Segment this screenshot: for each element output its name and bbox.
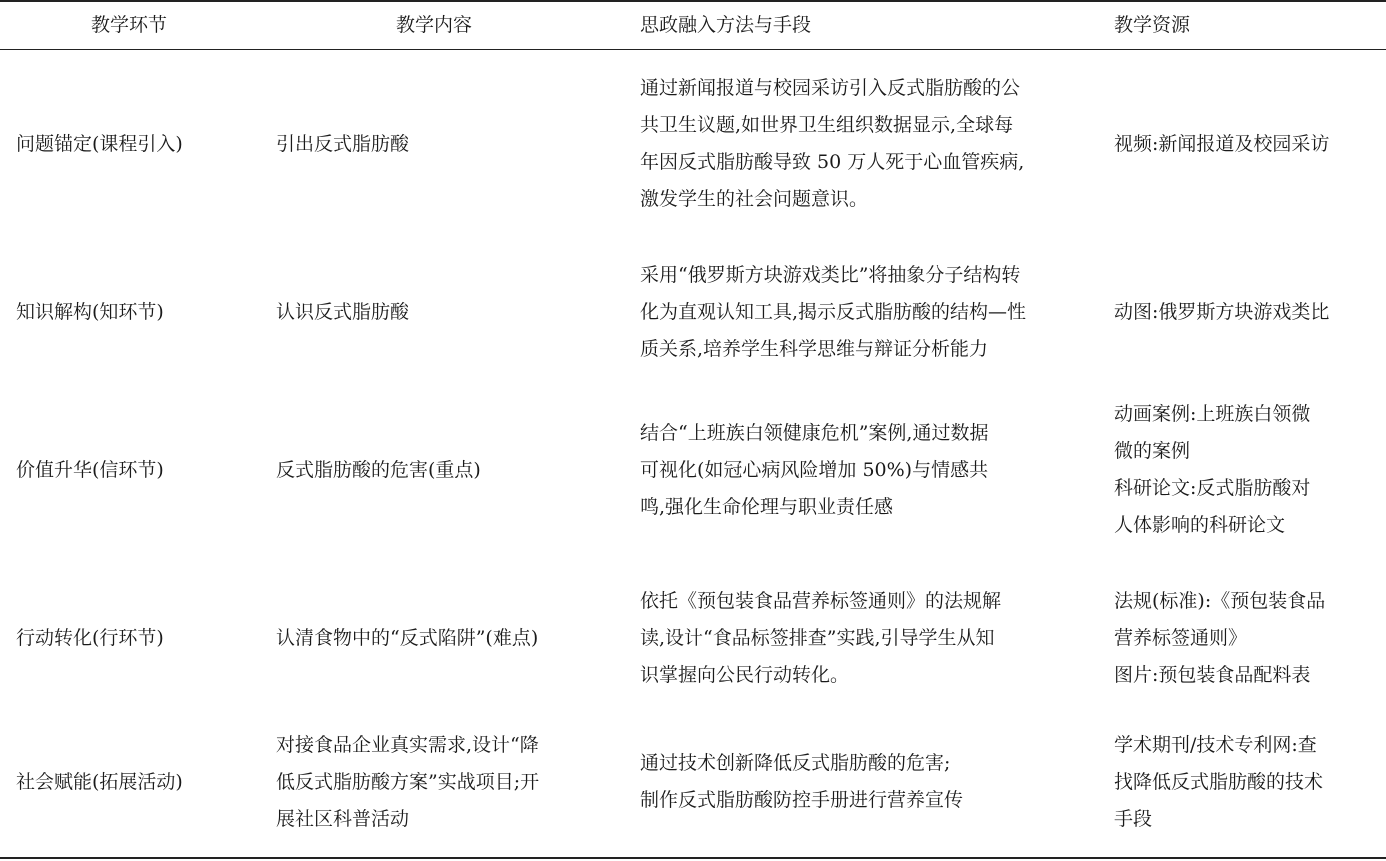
cell-teaching-content	[276, 386, 626, 554]
table-row	[0, 238, 1386, 386]
table-row	[0, 386, 1386, 554]
cell-teaching-resources	[1114, 58, 1380, 230]
cell-teaching-content	[276, 238, 626, 386]
cell-line: 通过技术创新降低反式脂肪酸的危害;	[640, 752, 951, 774]
cell-teaching-resources-text	[1114, 396, 1380, 544]
cell-teaching-resources	[1114, 386, 1380, 554]
cell-teaching-content-text	[276, 727, 626, 838]
cell-ideological-method-text	[640, 257, 1100, 368]
cell-teaching-content-text	[276, 294, 626, 331]
cell-line: 社会赋能(拓展活动)	[16, 770, 183, 793]
cell-ideological-method	[640, 58, 1100, 230]
cell-line: 制作反式脂肪酸防控手册进行营养宣传	[640, 789, 964, 811]
table-row	[0, 712, 1386, 852]
cell-line: 年因反式脂肪酸导致 50 万人死于心血管疾病,	[640, 151, 1025, 173]
cell-line: 问题锚定(课程引入)	[16, 132, 183, 155]
cell-teaching-stage-text	[16, 294, 256, 331]
cell-line: 鸣,强化生命伦理与职业责任感	[640, 495, 894, 518]
cell-line: 视频:新闻报道及校园采访	[1114, 132, 1330, 155]
cell-line: 低反式脂肪酸方案”实战项目;开	[276, 770, 540, 793]
cell-teaching-resources-text	[1114, 294, 1380, 331]
cell-line: 营养标签通则》	[1114, 626, 1248, 649]
cell-teaching-stage	[16, 568, 256, 708]
cell-teaching-resources-text	[1114, 727, 1380, 838]
table-row	[0, 58, 1386, 230]
cell-teaching-resources	[1114, 712, 1380, 852]
cell-line: 动画案例:上班族白领微	[1114, 403, 1311, 425]
cell-teaching-stage-text	[16, 764, 256, 801]
cell-teaching-stage	[16, 386, 256, 554]
cell-teaching-stage	[16, 238, 256, 386]
cell-line: 微的案例	[1114, 440, 1191, 462]
cell-teaching-stage	[16, 58, 256, 230]
cell-teaching-resources	[1114, 568, 1380, 708]
cell-line: 质关系,培养学生科学思维与辩证分析能力	[640, 337, 989, 360]
cell-line: 科研论文:反式脂肪酸对	[1114, 477, 1311, 499]
table-bottom-rule	[0, 857, 1386, 859]
header-teaching-content: 教学内容	[396, 14, 473, 36]
cell-ideological-method	[640, 712, 1100, 852]
cell-line: 引出反式脂肪酸	[276, 132, 410, 155]
cell-line: 读,设计“食品标签排查”实践,引导学生从知	[640, 626, 995, 649]
cell-teaching-stage	[16, 712, 256, 852]
cell-line: 通过新闻报道与校园采访引入反式脂肪酸的公	[640, 77, 1021, 99]
cell-line: 依托《预包装食品营养标签通则》的法规解	[640, 589, 1002, 612]
cell-line: 价值升华(信环节)	[16, 458, 164, 481]
cell-ideological-method-text	[640, 583, 1100, 694]
cell-teaching-stage-text	[16, 452, 256, 489]
cell-line: 激发学生的社会问题意识。	[640, 188, 869, 210]
cell-teaching-stage-text	[16, 126, 256, 163]
header-ideological-method: 思政融入方法与手段	[640, 14, 812, 36]
cell-ideological-method	[640, 386, 1100, 554]
cell-line: 知识解构(知环节)	[16, 300, 164, 323]
cell-teaching-content-text	[276, 452, 626, 489]
cell-teaching-content	[276, 712, 626, 852]
header-teaching-stage: 教学环节	[91, 14, 168, 36]
cell-line: 找降低反式脂肪酸的技术	[1114, 770, 1324, 793]
cell-ideological-method-text	[640, 745, 1100, 819]
cell-teaching-stage-text	[16, 620, 256, 657]
cell-line: 反式脂肪酸的危害(重点)	[276, 458, 481, 481]
cell-line: 对接食品企业真实需求,设计“降	[276, 733, 539, 756]
header-teaching-resources: 教学资源	[1114, 14, 1191, 36]
table-row	[0, 568, 1386, 708]
cell-teaching-content	[276, 58, 626, 230]
cell-line: 学术期刊/技术专利网:查	[1114, 733, 1317, 756]
cell-line: 认识反式脂肪酸	[276, 300, 410, 323]
table-header-row	[0, 0, 1386, 50]
cell-line: 手段	[1114, 807, 1153, 830]
cell-teaching-resources-text	[1114, 583, 1380, 694]
cell-line: 人体影响的科研论文	[1114, 514, 1286, 536]
cell-line: 法规(标准):《预包装食品	[1114, 589, 1326, 612]
cell-line: 动图:俄罗斯方块游戏类比	[1114, 300, 1330, 323]
cell-line: 展社区科普活动	[276, 807, 410, 830]
cell-line: 化为直观认知工具,揭示反式脂肪酸的结构—性	[640, 300, 1027, 323]
cell-ideological-method	[640, 238, 1100, 386]
cell-ideological-method-text	[640, 70, 1100, 218]
cell-ideological-method-text	[640, 415, 1100, 526]
cell-teaching-resources-text	[1114, 126, 1380, 163]
cell-line: 图片:预包装食品配料表	[1114, 663, 1311, 686]
cell-teaching-content-text	[276, 126, 626, 163]
cell-teaching-content-text	[276, 620, 626, 657]
cell-line: 采用“俄罗斯方块游戏类比”将抽象分子结构转	[640, 263, 1021, 286]
cell-teaching-content	[276, 568, 626, 708]
cell-line: 识掌握向公民行动转化。	[640, 663, 850, 686]
cell-line: 可视化(如冠心病风险增加 50%)与情感共	[640, 458, 989, 481]
cell-line: 结合“上班族白领健康危机”案例,通过数据	[640, 421, 989, 444]
cell-line: 共卫生议题,如世界卫生组织数据显示,全球每	[640, 114, 1014, 136]
cell-teaching-resources	[1114, 238, 1380, 386]
cell-line: 行动转化(行环节)	[16, 626, 164, 649]
cell-ideological-method	[640, 568, 1100, 708]
cell-line: 认清食物中的“反式陷阱”(难点)	[276, 626, 539, 649]
